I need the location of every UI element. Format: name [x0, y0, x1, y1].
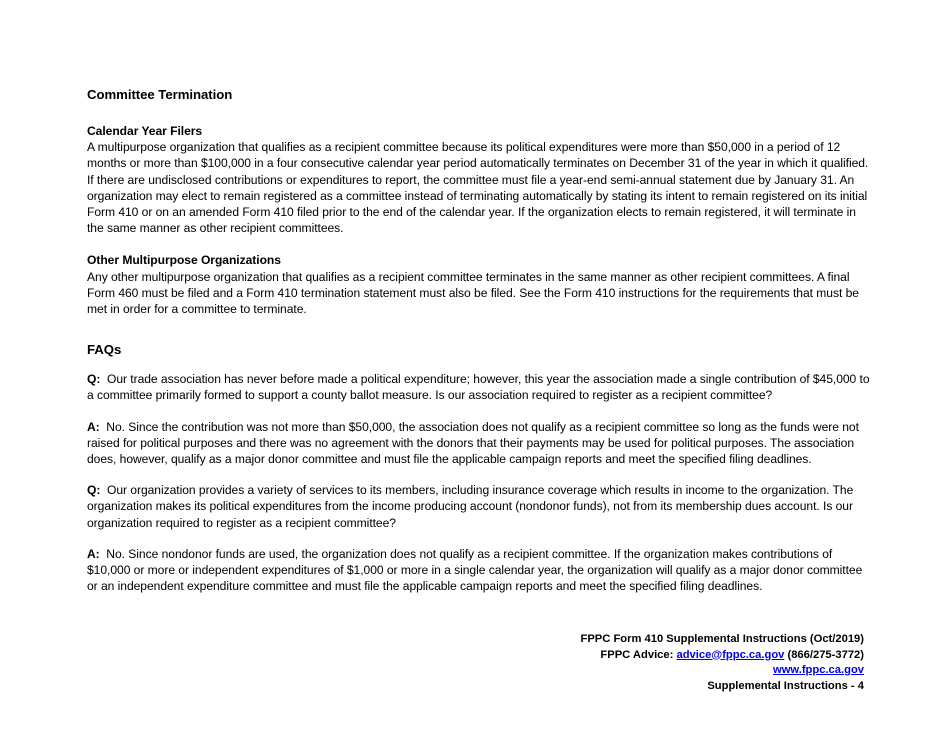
page-footer	[581, 632, 864, 694]
faq-label: A:	[87, 546, 100, 561]
faq-answer-1	[87, 419, 872, 468]
faq-label: A:	[87, 419, 100, 434]
faq-label: Q:	[87, 372, 101, 387]
website-link[interactable]: www.fppc.ca.gov	[773, 664, 864, 676]
document-body	[87, 86, 872, 609]
footer-advice-line	[581, 648, 864, 664]
faq-text: No. Since the contribution was not more than $50,000, the association does not qualify as a recipient committee so long as the funds were not raised for political purposes and there was no agreement with the donors that their payments may be used for political purposes. The association does, however, qualify as a major donor committee and must file the applicable campaign reports and meet the specified filing deadlines.	[87, 419, 859, 467]
faq-text: Our organization provides a variety of services to its members, including insurance coverage which results in income to the organization. The organization makes its political expenditures from the income producing account (nondonor funds), not from its membership dues account. Is our organization required to register as a recipient committee?	[87, 483, 854, 530]
section-title-committee-termination: Committee Termination	[87, 87, 233, 102]
footer-form-line: FPPC Form 410 Supplemental Instructions (Oct/2019)	[580, 633, 864, 645]
advice-email-link[interactable]: advice@fppc.ca.gov	[676, 648, 785, 661]
footer-advice-phone: (866/275-3772)	[787, 648, 864, 661]
faq-answer-2	[87, 546, 872, 595]
footer-advice-label: FPPC Advice:	[600, 648, 674, 661]
subheading-other-multipurpose: Other Multipurpose Organizations	[87, 253, 281, 268]
section-title-faqs: FAQs	[87, 342, 122, 358]
paragraph-calendar-year-filers: A multipurpose organization that qualifies as a recipient committee because its political expenditures were more than $50,000 in a period of 12 months or more than $100,000 in a four consecutive calendar year period automatically terminates on December 31 of the year in which it qualified. If there are undisclosed contributions or expenditures to report, the committee must file a year-end semi-annual statement due by January 31. An organization may elect to remain registered as a committee instead of terminating automatically by stating its intent to remain registered on its initial Form 410 or on an amended Form 410 filed prior to the end of the calendar year. If the organization elects to remain registered, it will terminate in the same manner as other recipient committees.	[87, 140, 869, 236]
footer-website-line	[581, 663, 864, 679]
faq-question-1	[87, 371, 872, 403]
faq-question-2	[87, 482, 872, 531]
subheading-calendar-year-filers: Calendar Year Filers	[87, 124, 203, 138]
faq-text: Our trade association has never before made a political expenditure; however, this year the association made a single contribution of $45,000 to a committee primarily formed to support a county ballot measure. Is our association required to register as a recipient committee?	[87, 372, 870, 403]
faq-label: Q:	[87, 483, 101, 498]
footer-page-number: Supplemental Instructions - 4	[707, 679, 864, 692]
faq-text: No. Since nondonor funds are used, the organization does not qualify as a recipient committee. If the organization makes contributions of $10,000 or more or independent expenditures of $1,000 or more in a single calendar year, the organization will qualify as a major donor committee or an independent expenditure committee and must file the applicable campaign reports and meet the specified filing deadlines.	[87, 546, 863, 594]
paragraph-other-multipurpose: Any other multipurpose organization that qualifies as a recipient committee terminates in the same manner as other recipient committees. A final Form 460 must be filed and a Form 410 termination statement must also be filed. See the Form 410 instructions for the requirements that must be met in order for a committee to terminate.	[87, 269, 859, 317]
